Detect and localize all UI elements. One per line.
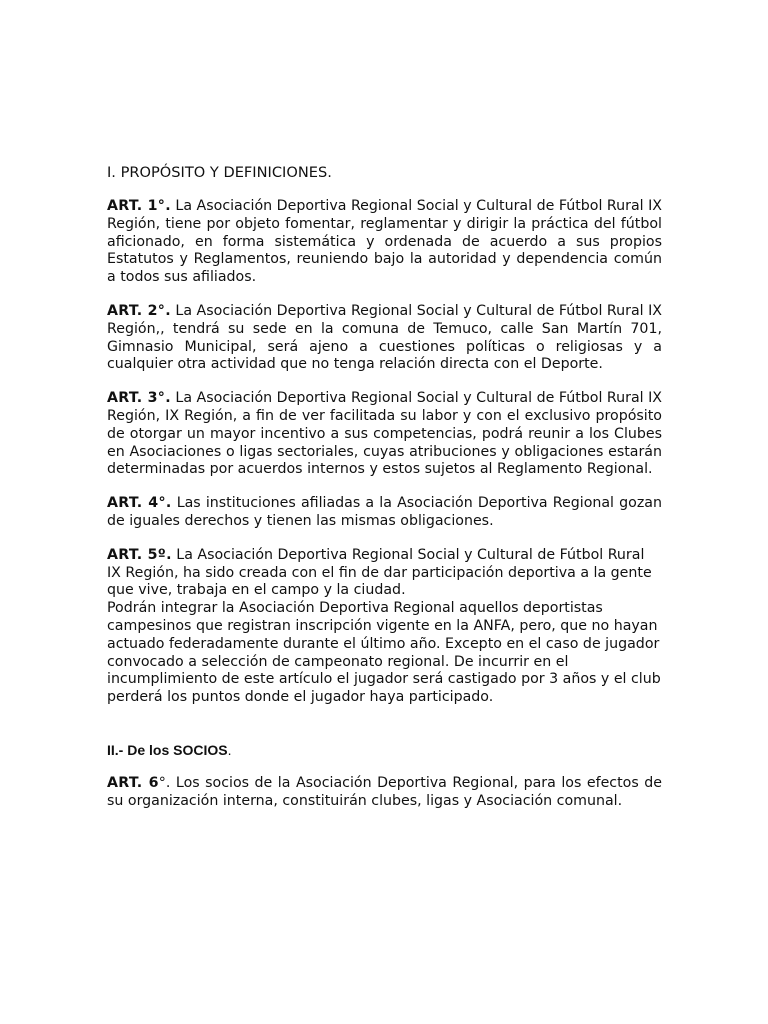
article-label: ART. 2°. — [107, 302, 171, 319]
section-heading-purpose: I. PROPÓSITO Y DEFINICIONES. — [107, 164, 332, 181]
article-label: ART. 6 — [107, 774, 159, 791]
article-3 — [107, 390, 662, 479]
article-text: Las instituciones afiliadas a la Asociación Deportiva Regional gozan de iguales derechos y tienen las mismas obligaciones. — [107, 495, 662, 529]
document-page — [107, 164, 662, 827]
article-text: . Los socios de la Asociación Deportiva Regional, para los efectos de su organización interna, constituirán clubes, ligas y Asociación comunal. — [107, 774, 662, 809]
article-label: ART. 3°. — [107, 390, 171, 407]
article-text: La Asociación Deportiva Regional Social y Cultural de Fútbol Rural IX Región, tiene por objeto fomentar, reglamentar y dirigir la práctica del fútbol aficionado, en forma sistemática y ordenada de acuerdo a sus propios Estatutos y Reglamentos, reuniendo bajo la autoridad y dependencia común a todos sus afiliados. — [107, 198, 663, 286]
article-5 — [107, 547, 662, 707]
degree-sign: ° — [158, 774, 166, 791]
section-heading-socios: II.- De los SOCIOS. — [107, 741, 232, 758]
article-label: ART. 5º. — [107, 546, 172, 563]
article-4 — [107, 495, 662, 531]
article-6 — [107, 775, 662, 811]
article-text: La Asociación Deportiva Regional Social y Cultural de Fútbol Rural IX Región, IX Región, a fin de ver facilitada su labor y con el exclusivo propósito de otorgar un mayor incentivo a sus competencias, podrá reunir a los Clubes en Asociaciones o ligas sectoriales, cuyas atribuciones y obligaciones estarán determinadas por acuerdos internos y estos sujetos al Reglamento Regional. — [107, 390, 663, 478]
article-continuation: Podrán integrar la Asociación Deportiva Regional aquellos deportistas campesinos que registran inscripción vigente en la ANFA, pero, que no hayan actuado federadamente durante el último año. Excepto en el caso de jugador convocado a selección de campeonato regional. De incurrir en el incumplimiento de este artículo el jugador será castigado por 3 años y el club perderá los puntos donde el jugador haya participado. — [107, 600, 661, 706]
article-label: ART. 4°. — [107, 495, 172, 512]
article-label: ART. 1°. — [107, 198, 171, 214]
article-text: La Asociación Deportiva Regional Social y Cultural de Fútbol Rural IX Región,, tendrá su sede en la comuna de Temuco, calle San Martín 701, Gimnasio Municipal, será ajeno a cuestiones políticas o religiosas y a cualquier otra actividad que no tenga relación directa con el Deporte. — [107, 302, 663, 373]
article-text: La Asociación Deportiva Regional Social y Cultural de Fútbol Rural IX Región, ha sido creada con el fin de dar participación deportiva a la gente que vive, trabaja en el campo y la ciudad. — [107, 546, 652, 599]
article-1 — [107, 198, 662, 287]
article-2 — [107, 303, 662, 374]
